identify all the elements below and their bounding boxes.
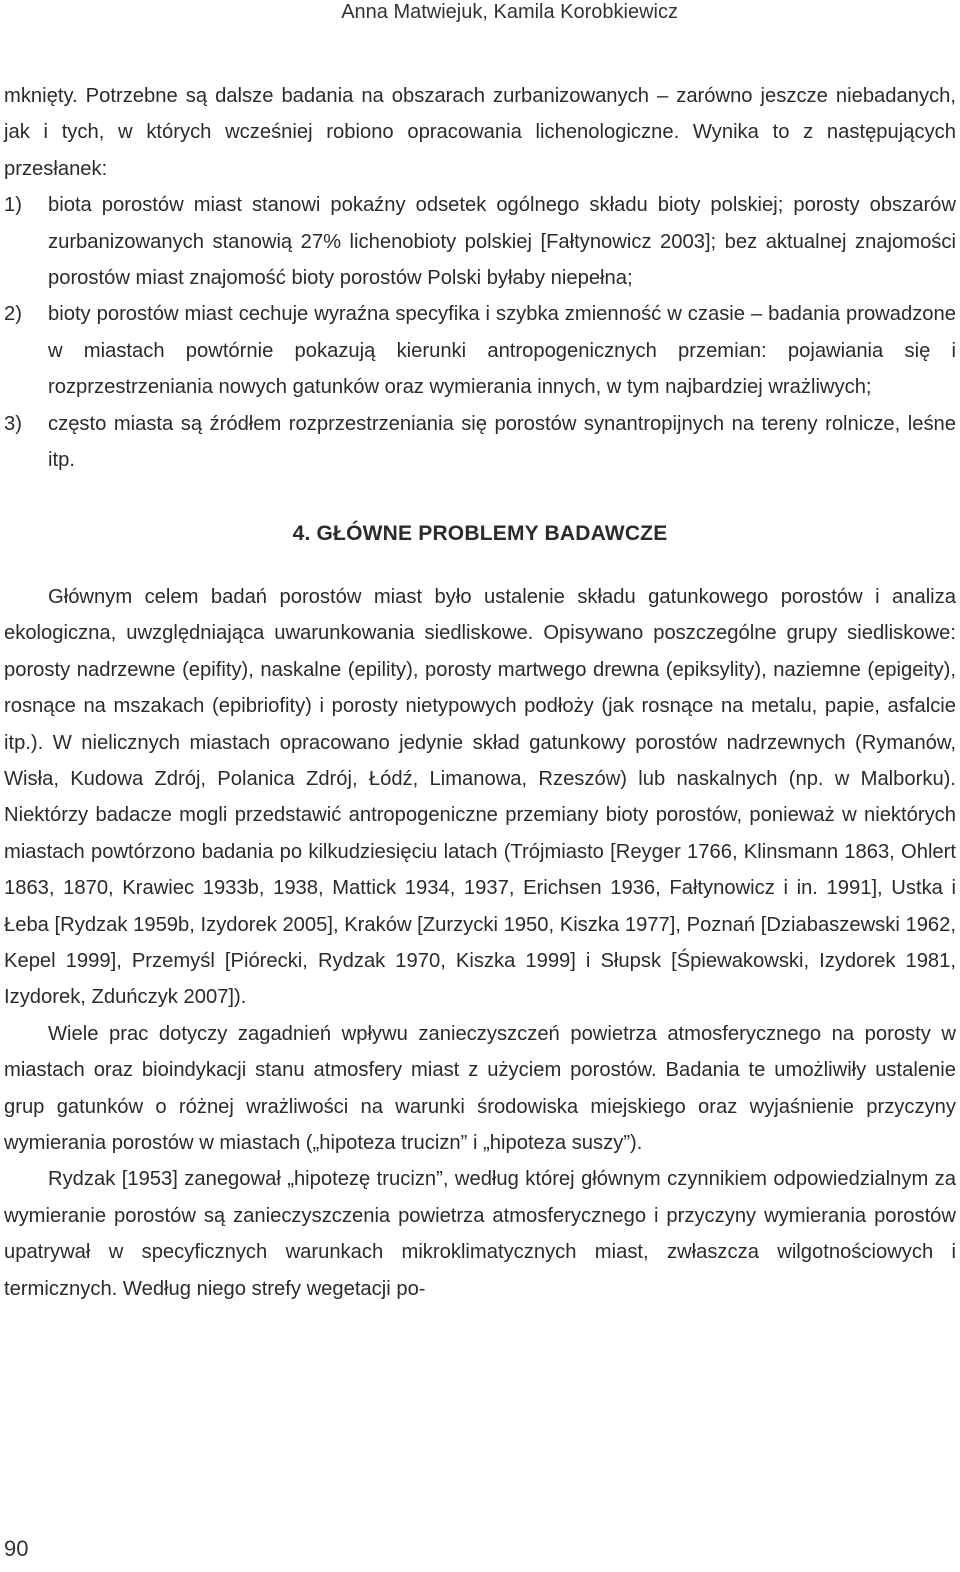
body-paragraph: Rydzak [1953] zanegował „hipotezę trucizn”, według której głównym czynnikiem odpowiedzialnym za wymieranie porostów są zanieczyszczenia powietrza atmosferycznego i przyczyny wymierania porostów upatrywał w specyficznych warunkach mikroklimatycznych miast, zwłaszcza wilgotnościowych i termicznych. Według niego strefy wegetacji po- bbox=[4, 1168, 956, 1300]
list-item bbox=[4, 296, 956, 405]
premises-list bbox=[4, 187, 956, 478]
list-item bbox=[4, 187, 956, 296]
section-heading: 4. GŁÓWNE PROBLEMY BADAWCZE bbox=[292, 522, 668, 546]
list-item-text: bioty porostów miast cechuje wyraźna specyfika i szybka zmienność w czasie – badania prowadzone w miastach powtórnie pokazują kierunki antropogenicznych przemian: pojawiania się i rozprzestrzeniania nowych gatunków oraz wymierania innych, w tym najbardziej wrażliwych; bbox=[48, 303, 956, 399]
header-authors: Anna Matwiejuk, Kamila Korobkiewicz bbox=[341, 1, 678, 23]
body-paragraph: Głównym celem badań porostów miast było ustalenie składu gatunkowego porostów i analiza ekologiczna, uwzględniająca uwarunkowania siedliskowe. Opisywano poszczególne grupy siedliskowe: porosty nadrzewne (epifity), naskalne (epility), porosty martwego drewna (epiksylity), naziemne (epigeity), rosnące na mszakach (epibriofity) i porosty nietypowych podłoży (jak rosnące na metalu, papie, asfalcie itp.). W nielicznych miastach opracowano jedynie skład gatunkowy porostów nadrzewnych (Rymanów, Wisła, Kudowa Zdrój, Polanica Zdrój, Łódź, Limanowa, Rzeszów) lub naskalnych (np. w Malborku). Niektórzy badacze mogli przedstawić antropogeniczne przemiany bioty porostów, ponieważ w niektórych miastach powtórzono badania po kilkudziesięciu latach (Trójmiasto [Reyger 1766, Klinsmann 1863, Ohlert 1863, 1870, Krawiec 1933b, 1938, Mattick 1934, 1937, Erichsen 1936, Fałtynowicz i in. 1991], Ustka i Łeba [Rydzak 1959b, Izydorek 2005], Kraków [Zurzycki 1950, Kiszka 1977], Poznań [Dziabaszewski 1962, Kepel 1999], Przemyśl [Piórecki, Rydzak 1970, Kiszka 1999] i Słupsk [Śpiewakowski, Izydorek 1981, Izydorek, Zduńczyk 2007]). bbox=[4, 585, 956, 1009]
list-item-number: 3) bbox=[4, 412, 22, 435]
list-item-text: biota porostów miast stanowi pokaźny odsetek ogólnego składu bioty polskiej; porosty obszarów zurbanizowanych stanowią 27% lichenobioty polskiej [Fałtynowicz 2003]; bez aktualnej znajomości porostów miast znajomość bioty porostów Polski byłaby niepełna; bbox=[48, 194, 956, 290]
page-number: 90 bbox=[4, 1536, 29, 1561]
page-body bbox=[4, 78, 956, 1307]
list-item-number: 1) bbox=[4, 194, 22, 217]
list-item bbox=[4, 406, 956, 479]
running-header bbox=[0, 0, 960, 28]
list-item-number: 2) bbox=[4, 303, 22, 326]
intro-paragraph: mknięty. Potrzebne są dalsze badania na obszarach zurbanizowanych – zarówno jeszcze niebadanych, jak i tych, w których wcześniej robiono opracowania lichenologiczne. Wynika to z następujących przesłanek: bbox=[4, 85, 956, 180]
body-paragraph: Wiele prac dotyczy zagadnień wpływu zanieczyszczeń powietrza atmosferycznego na porosty w miastach oraz bioindykacji stanu atmosfery miast z użyciem porostów. Badania te umożliwiły ustalenie grup gatunków o różnej wrażliwości na warunki środowiska miejskiego oraz wyjaśnienie przyczyny wymierania porostów w miastach („hipoteza trucizn” i „hipoteza suszy”). bbox=[4, 1022, 956, 1154]
list-item-text: często miasta są źródłem rozprzestrzeniania się porostów synantropijnych na tereny rolnicze, leśne itp. bbox=[48, 412, 956, 472]
